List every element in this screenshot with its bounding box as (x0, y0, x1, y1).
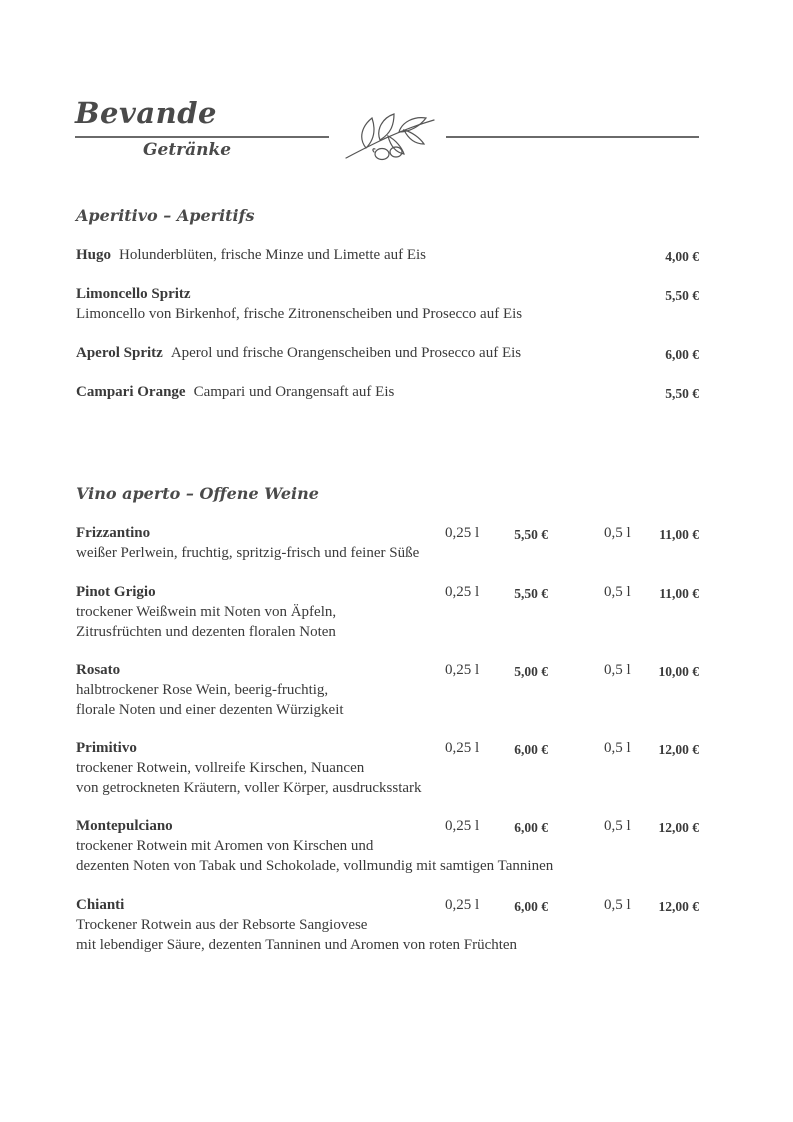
wine-size-large: 0,5 l (604, 897, 631, 913)
wine-desc-line-1: trockener Weißwein mit Noten von Äpfeln, (76, 604, 337, 620)
page-title: Bevande (75, 96, 217, 130)
list-item (76, 345, 521, 362)
wine-desc-line-1: Trockener Rotwein aus der Rebsorte Sangiovese (76, 917, 368, 933)
wine-desc-line-1: trockener Rotwein mit Aromen von Kirschen und (76, 838, 374, 854)
wine-price-large: 10,00 € (658, 664, 699, 679)
list-item (76, 247, 426, 264)
wine-size-small: 0,25 l (445, 525, 480, 541)
item-desc: Aperol und frische Orangenscheiben und Prosecco auf Eis (170, 345, 522, 361)
wine-desc-line-1: weißer Perlwein, fruchtig, spritzig-frisch und feiner Süße (76, 545, 420, 561)
item-name: Aperol Spritz (76, 345, 163, 361)
wine-size-small: 0,25 l (445, 818, 480, 834)
olive-branch-icon (344, 108, 438, 166)
list-item (76, 286, 191, 303)
wine-size-small: 0,25 l (445, 897, 480, 913)
wine-desc-line-2: Zitrusfrüchten und dezenten floralen Noten (76, 624, 336, 640)
header-rule-right (446, 136, 699, 138)
wine-desc-line-2: florale Noten und einer dezenten Würzigkeit (76, 702, 344, 718)
wine-price-large: 12,00 € (658, 820, 699, 835)
wine-size-large: 0,5 l (604, 525, 631, 541)
wine-desc-line-2: von getrockneten Kräutern, voller Körper, ausdrucksstark (76, 780, 422, 796)
wine-name: Chianti (76, 897, 125, 913)
item-name: Hugo (76, 247, 112, 263)
item-price: 6,00 € (665, 347, 699, 362)
item-desc: Limoncello von Birkenhof, frische Zitronenscheiben und Prosecco auf Eis (76, 306, 523, 322)
wine-name: Primitivo (76, 740, 137, 756)
wine-price-small: 6,00 € (514, 820, 548, 835)
wine-desc-line-2: dezenten Noten von Tabak und Schokolade, vollmundig mit samtigen Tanninen (76, 858, 554, 874)
wine-size-small: 0,25 l (445, 740, 480, 756)
wine-price-small: 6,00 € (514, 742, 548, 757)
item-price: 5,50 € (665, 288, 699, 303)
wine-price-large: 12,00 € (658, 742, 699, 757)
wine-price-large: 11,00 € (659, 586, 699, 601)
header-rule-left (75, 136, 329, 138)
list-item (76, 384, 394, 401)
wine-desc-line-1: trockener Rotwein, vollreife Kirschen, Nuancen (76, 760, 365, 776)
wine-price-small: 5,50 € (514, 586, 548, 601)
wine-size-large: 0,5 l (604, 740, 631, 756)
item-desc: Holunderblüten, frische Minze und Limette auf Eis (119, 247, 427, 263)
wine-price-large: 12,00 € (658, 899, 699, 914)
wine-name: Pinot Grigio (76, 584, 156, 600)
wine-size-large: 0,5 l (604, 818, 631, 834)
wine-size-large: 0,5 l (604, 584, 631, 600)
wine-price-small: 6,00 € (514, 899, 548, 914)
wine-name: Montepulciano (76, 818, 173, 834)
wine-price-small: 5,50 € (514, 527, 548, 542)
aperitif-section-title: Aperitivo – Aperitifs (76, 206, 255, 225)
wine-size-large: 0,5 l (604, 662, 631, 678)
wine-desc-line-2: mit lebendiger Säure, dezenten Tanninen und Aromen von roten Früchten (76, 937, 518, 953)
wine-price-large: 11,00 € (659, 527, 699, 542)
wine-size-small: 0,25 l (445, 662, 480, 678)
item-price: 5,50 € (665, 386, 699, 401)
item-name: Campari Orange (76, 384, 186, 400)
wine-price-small: 5,00 € (514, 664, 548, 679)
wine-name: Frizzantino (76, 525, 151, 541)
wine-size-small: 0,25 l (445, 584, 480, 600)
page-subtitle: Getränke (143, 140, 232, 160)
item-price: 4,00 € (665, 249, 699, 264)
wine-desc-line-1: halbtrockener Rose Wein, beerig-fruchtig, (76, 682, 329, 698)
wine-section-title: Vino aperto – Offene Weine (76, 484, 319, 503)
item-name: Limoncello Spritz (76, 286, 191, 302)
wine-name: Rosato (76, 662, 121, 678)
item-desc: Campari und Orangensaft auf Eis (193, 384, 395, 400)
